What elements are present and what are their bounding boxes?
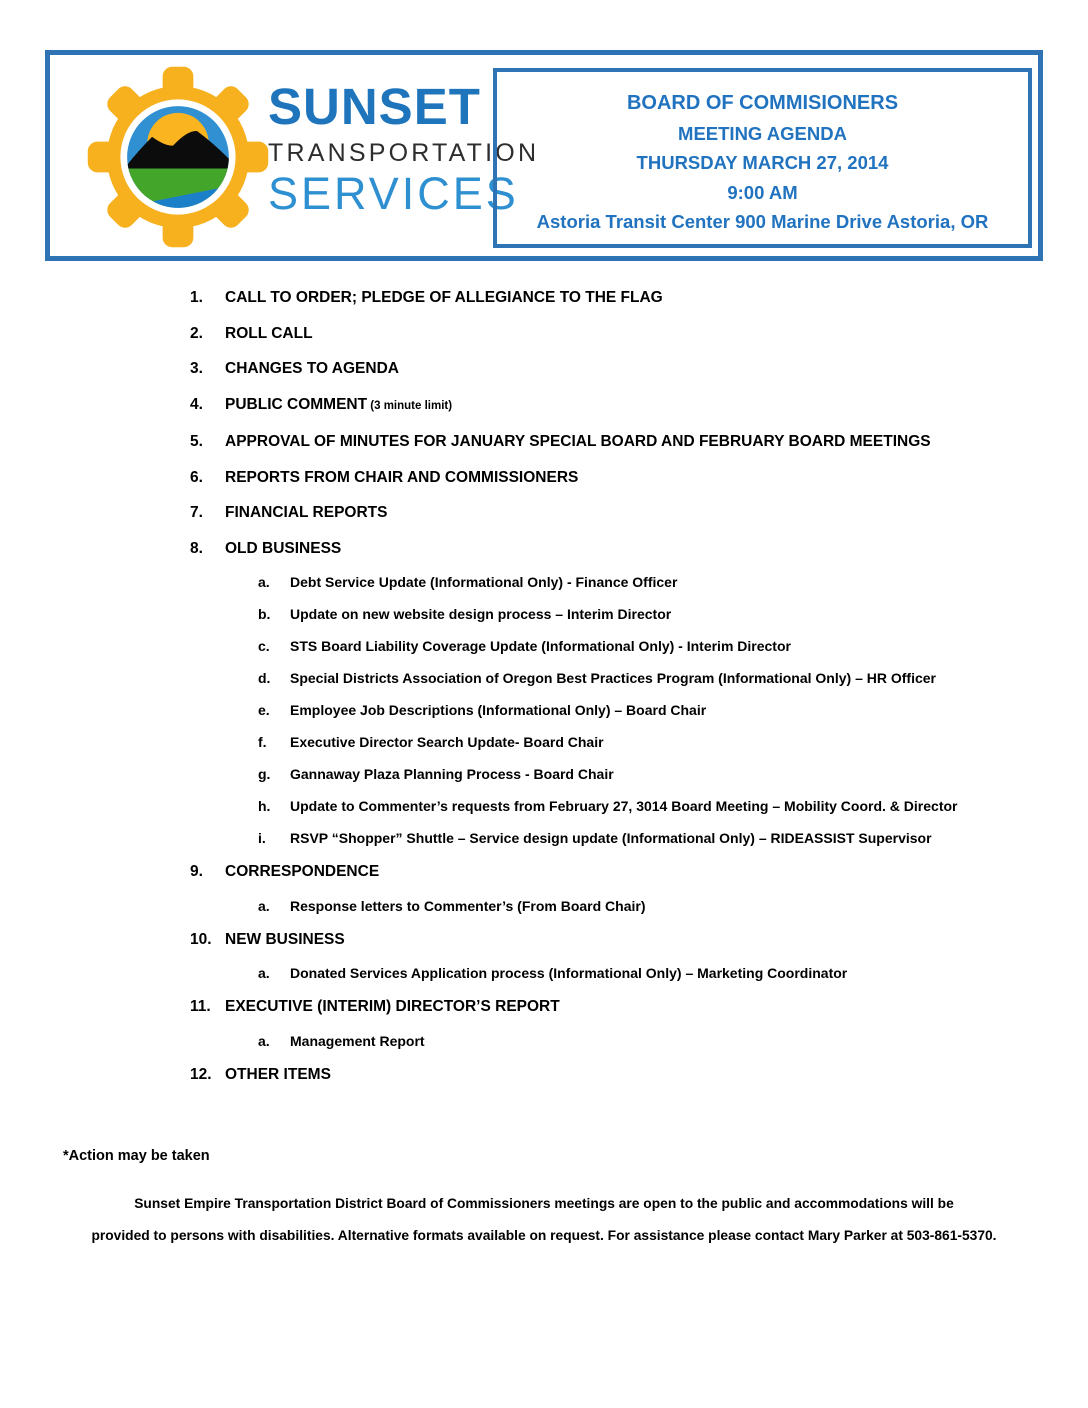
agenda-subitem-list [258, 898, 1070, 915]
meeting-subtitle: MEETING AGENDA [678, 122, 847, 144]
agenda-subitem-list [258, 574, 1070, 847]
agenda-subitem-text: Special Districts Association of Oregon Best Practices Program (Informational Only) – HR Officer [290, 670, 936, 686]
agenda-item-number: 5. [190, 433, 203, 450]
agenda-subitem-text: Employee Job Descriptions (Informational Only) – Board Chair [290, 702, 707, 718]
agenda-item-number: 2. [190, 324, 203, 342]
agenda-item-number: 11. [190, 998, 211, 1015]
agenda-subitem [258, 638, 1070, 655]
agenda-subitem-letter: g. [258, 766, 271, 782]
agenda-subitem-letter: a. [258, 1032, 270, 1049]
agenda-item [190, 1065, 1070, 1084]
agenda-subitem [258, 606, 1070, 623]
agenda-subitem-text: Executive Director Search Update- Board Chair [290, 734, 604, 750]
agenda-list [190, 288, 1070, 1100]
agenda-item [190, 539, 1070, 558]
footer-accessibility-line1: Sunset Empire Transportation District Board of Commissioners meetings are open to the public and accommodations will be [134, 1196, 954, 1211]
agenda-subitem-letter: d. [258, 670, 271, 686]
agenda-item-text: OLD BUSINESS [225, 539, 342, 557]
agenda-item [190, 997, 1070, 1016]
agenda-item-text: CORRESPONDENCE [225, 863, 380, 880]
agenda-item-number: 10. [190, 930, 212, 948]
agenda-subitem [258, 574, 1070, 591]
agenda-subitem [258, 830, 1070, 847]
agenda-item [190, 930, 1070, 949]
agenda-item-number: 6. [190, 468, 203, 486]
agenda-subitem [258, 702, 1070, 719]
agenda-item-text: OTHER ITEMS [225, 1065, 331, 1083]
agenda-subitem [258, 766, 1070, 783]
agenda-subitem-letter: c. [258, 638, 270, 654]
agenda-item [190, 324, 1070, 343]
agenda-item [190, 862, 1070, 881]
meeting-title: BOARD OF COMMISIONERS [626, 92, 899, 114]
agenda-item-text: REPORTS FROM CHAIR AND COMMISSIONERS [225, 468, 579, 486]
agenda-subitem-text: Donated Services Application process (Informational Only) – Marketing Coordinator [290, 965, 848, 981]
agenda-subitem [258, 670, 1070, 687]
agenda-item [190, 503, 1070, 522]
agenda-subitem-letter: a. [258, 897, 270, 914]
gear-sunset-icon [82, 61, 274, 253]
agenda-subitem-letter: h. [258, 798, 271, 814]
agenda-item-text: APPROVAL OF MINUTES FOR JANUARY SPECIAL BOARD AND FEBRUARY BOARD MEETINGS [225, 433, 931, 450]
action-footnote: *Action may be taken [63, 1148, 210, 1164]
agenda-item [190, 432, 1070, 451]
agenda-subitem-text: Management Report [290, 1032, 425, 1049]
agenda-subitem-text: Update to Commenter’s requests from February 27, 3014 Board Meeting – Mobility Coord. & Director [290, 798, 958, 814]
agenda-subitem-text: Gannaway Plaza Planning Process - Board Chair [290, 766, 614, 782]
agenda-item [190, 359, 1070, 378]
agenda-item-text: NEW BUSINESS [225, 930, 345, 948]
agenda-item-number: 12. [190, 1065, 212, 1083]
agenda-item-text: ROLL CALL [225, 324, 313, 342]
agenda-subitem-letter: i. [258, 830, 266, 846]
agenda-subitem-text: Response letters to Commenter’s (From Board Chair) [290, 897, 646, 914]
agenda-item-number: 9. [190, 863, 203, 880]
agenda-subitem [258, 965, 1070, 982]
agenda-subitem-list [258, 1033, 1070, 1050]
agenda-subitem-text: Debt Service Update (Informational Only) - Finance Officer [290, 574, 678, 590]
agenda-item-text: PUBLIC COMMENT [225, 395, 368, 413]
logo-name-transportation: TRANSPORTATION [268, 139, 540, 167]
agenda-subitem-text: RSVP “Shopper” Shuttle – Service design update (Informational Only) – RIDEASSIST Supervisor [290, 830, 932, 846]
agenda-item-number: 7. [190, 504, 203, 521]
agenda-item-text: EXECUTIVE (INTERIM) DIRECTOR’S REPORT [225, 998, 560, 1015]
agenda-item-number: 1. [190, 289, 203, 306]
agenda-subitem [258, 898, 1070, 915]
agenda-subitem-text: STS Board Liability Coverage Update (Informational Only) - Interim Director [290, 638, 791, 654]
footer-accessibility-line2: provided to persons with disabilities. Alternative formats available on request. For assistance please contact Mary Parker at 503-861-5370. [91, 1228, 997, 1243]
agenda-subitem [258, 734, 1070, 751]
agenda-item-text: FINANCIAL REPORTS [225, 504, 388, 521]
agenda-subitem-letter: a. [258, 965, 270, 981]
agenda-item-text: CHANGES TO AGENDA [225, 360, 399, 377]
header-box [45, 50, 1043, 261]
agenda-item-text: CALL TO ORDER; PLEDGE OF ALLEGIANCE TO THE FLAG [225, 289, 663, 306]
agenda-subitem [258, 798, 1070, 815]
agenda-subitem-text: Update on new website design process – Interim Director [290, 606, 672, 622]
meeting-location: Astoria Transit Center 900 Marine Drive Astoria, OR [536, 211, 989, 232]
agenda-subitem [258, 1033, 1070, 1050]
meeting-time: 9:00 AM [727, 181, 798, 203]
agenda-subitem-letter: f. [258, 734, 267, 750]
agenda-subitem-letter: b. [258, 606, 271, 622]
agenda-item-note: (3 minute limit) [367, 399, 453, 412]
logo-name-services: SERVICES [268, 168, 519, 219]
logo-name-sunset: SUNSET [268, 78, 481, 135]
meeting-date: THURSDAY MARCH 27, 2014 [636, 152, 889, 173]
agenda-subitem-letter: e. [258, 702, 270, 718]
agenda-item [190, 395, 1070, 416]
agenda-item-number: 8. [190, 539, 203, 557]
agenda-item [190, 468, 1070, 487]
agenda-subitem-letter: a. [258, 574, 270, 590]
agenda-subitem-list [258, 965, 1070, 982]
agenda-item-number: 4. [190, 395, 203, 413]
agenda-item [190, 288, 1070, 307]
agenda-item-number: 3. [190, 360, 203, 377]
meeting-info-box [493, 68, 1032, 248]
